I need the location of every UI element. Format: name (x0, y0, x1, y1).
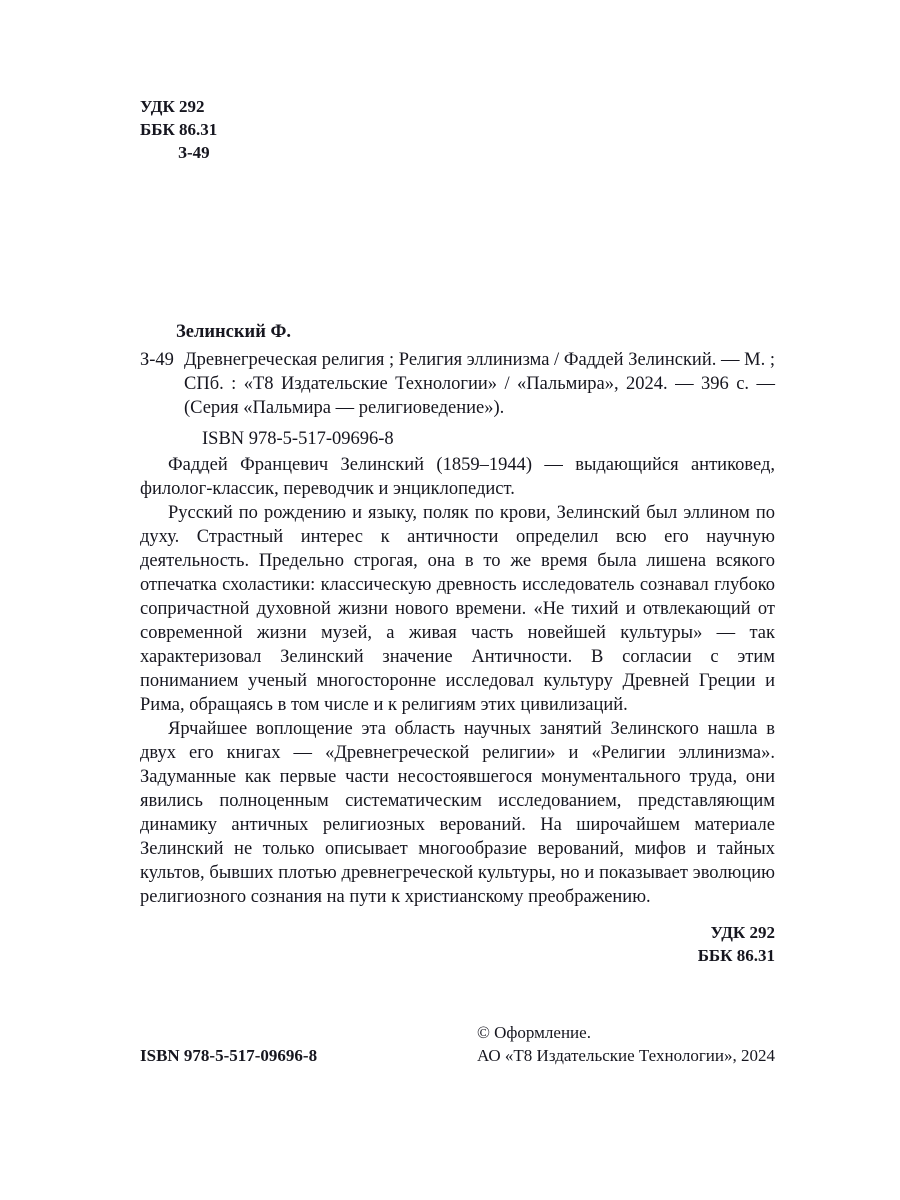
bottom-codes-block (140, 921, 775, 967)
annotation-paragraph-3: Ярчайшее воплощение эта область научных занятий Зелинского нашла в двух его книгах — «Древнегреческой религии» и «Религии эллинизма». Задуманные как первые части несостоявшегося монументального труда, они явились полноценным систематическим исследованием, представляющим динамику античных религиозных верований. На широчайшем материале Зелинский не только описывает многообразие верований, мифов и тайных культов, бывших плотью древнегреческой культуры, но и показывает эволюцию религиозного сознания на пути к христианскому преображению. (140, 719, 775, 907)
biblio-entry-text: Древнегреческая религия ; Религия эллинизма / Фаддей Зелинский. — М. ; СПб. : «Т8 Издательские Технологии» / «Пальмира», 2024. — 396 с. — (Серия «Пальмира — религиоведение»). (184, 350, 775, 418)
copyright-line-2: АО «Т8 Издательские Технологии», 2024 (476, 1046, 775, 1065)
footer-isbn: ISBN 978-5-517-09696-8 (140, 1046, 318, 1065)
bbk-code-top: ББК 86.31 (140, 120, 218, 139)
top-codes-block (140, 95, 775, 164)
copyright-block (477, 1021, 775, 1067)
author-index-code-top: З-49 (178, 143, 210, 162)
udc-code-top: УДК 292 (140, 97, 205, 116)
bbk-code-bottom: ББК 86.31 (697, 946, 775, 965)
footer-block (140, 1021, 775, 1067)
udc-code-bottom: УДК 292 (710, 923, 775, 942)
copyright-line-1: © Оформление. (476, 1023, 591, 1042)
bibliographic-entry (140, 348, 775, 420)
biblio-index-code: З-49 (140, 350, 174, 370)
annotation-block (140, 453, 775, 909)
isbn-line: ISBN 978-5-517-09696-8 (202, 429, 394, 449)
author-heading: Зелинский Ф. (176, 322, 292, 342)
annotation-paragraph-1: Фаддей Францевич Зелинский (1859–1944) — выдающийся антиковед, филолог-классик, переводчик и энциклопедист. (140, 455, 775, 499)
annotation-paragraph-2: Русский по рождению и языку, поляк по крови, Зелинский был эллином по духу. Страстный интерес к античности определил всю его научную деятельность. Предельно строгая, она в то же время была лишена всякого отпечатка схоластики: классическую древность исследователь сознавал глубоко сопричастной духовной жизни нового времени. «Не тихий и отвлекающий от современной жизни музей, а живая часть новейшей культуры» — так характеризовал Зелинский значение Античности. В согласии с этим пониманием ученый многосторонне исследовал культуру Древней Греции и Рима, обращаясь в том числе и к религиям этих цивилизаций. (140, 503, 775, 715)
